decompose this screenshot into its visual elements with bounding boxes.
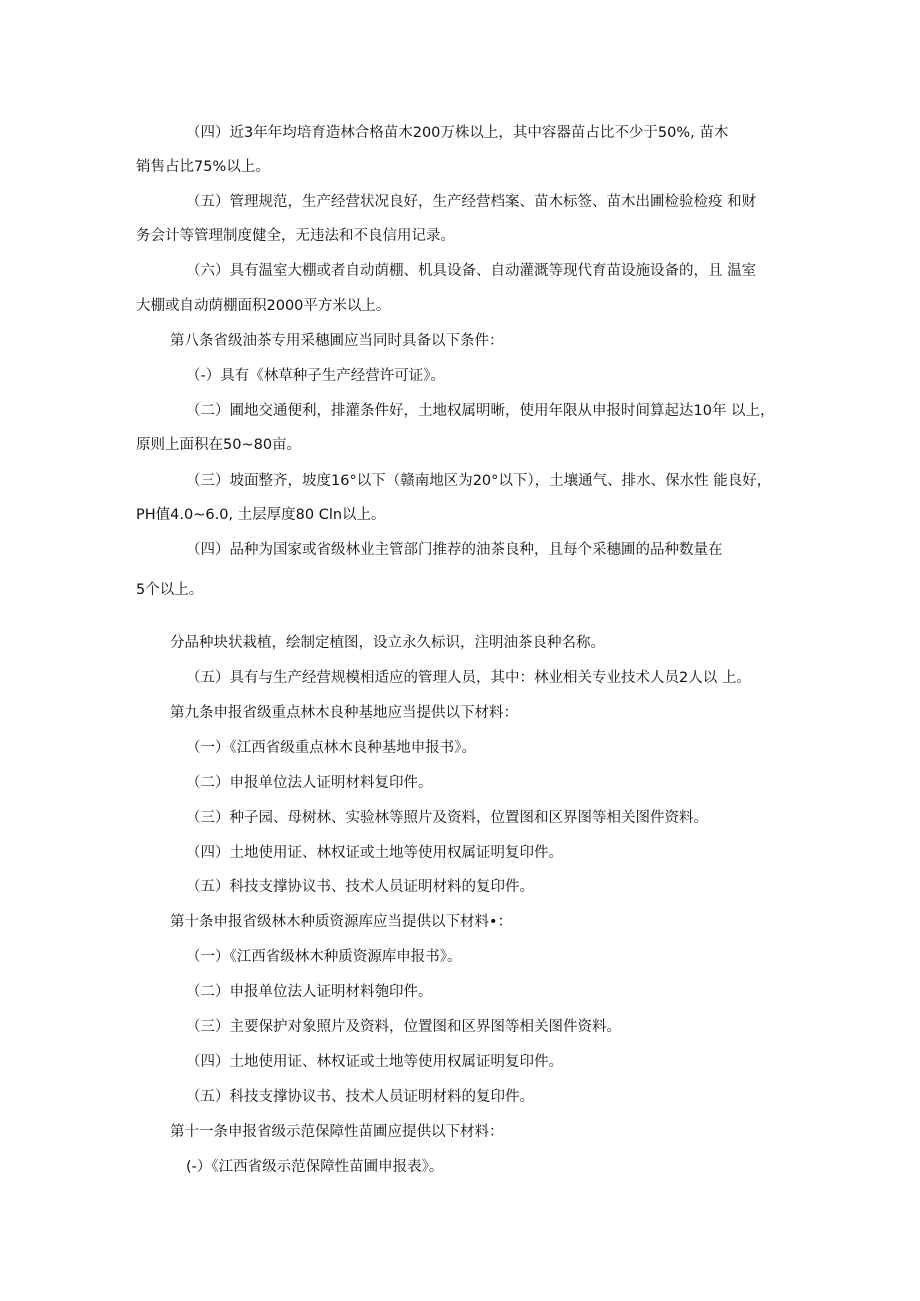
paragraph-line: （五）科技支撑协议书、技术人员证明材料的复印件。 (186, 1089, 534, 1105)
paragraph-line: （-）具有《林草种子生产经营许可证》。 (186, 368, 445, 384)
paragraph-line: 大棚或自动荫棚面积2000平方米以上。 (136, 298, 391, 314)
paragraph-line: 5个以上。 (136, 582, 204, 598)
paragraph-line: （四）近3年年均培育造林合格苗木200万株以上，其中容器苗占比不少于50%, 苗木 (186, 125, 729, 141)
paragraph-line: （四）土地使用证、林权证或土地等使用权属证明复印件。 (186, 845, 563, 861)
paragraph-line: 第九条申报省级重点林木良种基地应当提供以下材料： (170, 705, 518, 721)
paragraph-line: （二）申报单位法人证明材料匏印件。 (186, 984, 433, 1000)
paragraph-line: （三）种子园、母树林、实验林等照片及资料，位置图和区界图等相关图件资料。 (186, 810, 708, 826)
paragraph-line: 第十条申报省级林木种质资源库应当提供以下材料•： (170, 914, 513, 930)
paragraph-line: （六）具有温室大棚或者自动荫棚、机具设备、自动灌溉等现代育苗设施设备的，且 温室 (186, 263, 757, 279)
paragraph-line: （三）坡面整齐，坡度16°以下（赣南地区为20°以下），土壤通气、排水、保水性 能良好， (186, 473, 772, 489)
paragraph-line: （四）土地使用证、林权证或土地等使用权属证明复印件。 (186, 1054, 563, 1070)
paragraph-line: （三）主要保护对象照片及资料，位置图和区界图等相关图件资料。 (186, 1019, 621, 1035)
paragraph-line: PH值4.0~6.0, 土层厚度80 Cln以上。 (136, 507, 386, 523)
paragraph-line: （一）《江西省级林木种质资源库申报书》。 (186, 949, 462, 965)
paragraph-line: （四）品种为国家或省级林业主管部门推荐的油茶良种，且每个采穗圃的品种数量在 (186, 542, 723, 558)
paragraph-line: (-）《江西省级示范保障性苗圃申报表》。 (186, 1159, 444, 1175)
paragraph-line: （五）科技支撑协议书、技术人员证明材料的复印件。 (186, 879, 534, 895)
paragraph-line: 第十一条申报省级示范保障性苗圃应提供以下材料： (170, 1124, 504, 1140)
paragraph-line: 务会计等管理制度健全，无违法和不良信用记录。 (136, 228, 455, 244)
paragraph-line: 销售占比75%以上。 (136, 159, 270, 175)
paragraph-line: （二）申报单位法人证明材料复印件。 (186, 775, 433, 791)
paragraph-line: （五）具有与生产经营规模相适应的管理人员，其中：林业相关专业技术人员2人以 上。 (186, 670, 751, 686)
paragraph-line: 分品种块状栽植，绘制定植图，设立永久标识，注明油茶良种名称。 (170, 635, 605, 651)
paragraph-line: （五）管理规范，生产经营状况良好，生产经营档案、苗木标签、苗木出圃检验检疫 和财 (186, 194, 757, 210)
paragraph-line: （二）圃地交通便利，排灌条件好，土地权属明晰，使用年限从申报时间算起达10年 以上， (186, 403, 775, 419)
paragraph-line: 原则上面积在50~80亩。 (136, 437, 302, 453)
paragraph-line: （一）《江西省级重点林木良种基地申报书》。 (186, 740, 476, 756)
paragraph-line: 第八条省级油茶专用采穗圃应当同时具备以下条件： (170, 333, 504, 349)
